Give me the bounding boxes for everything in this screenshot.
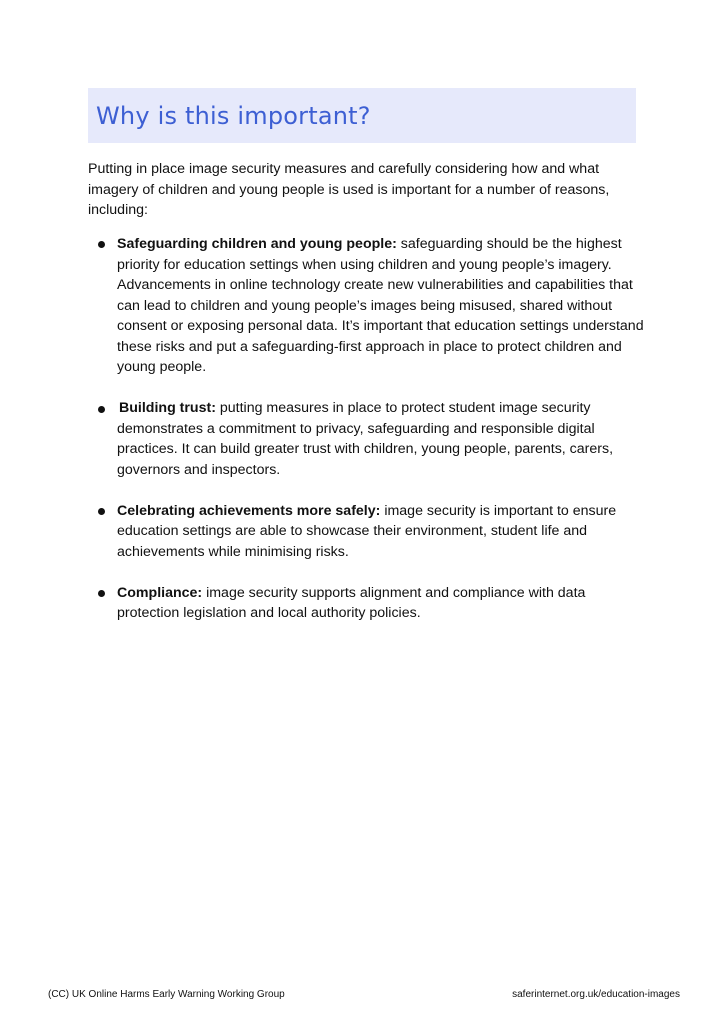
bullet-title: Building trust: bbox=[119, 400, 216, 416]
section-heading-box bbox=[88, 88, 636, 143]
bullet-text: safeguarding should be the highest priority for education settings when using children and young people’s imagery. Advancements in online technology create new vulnerabilities and capabilities that can lead to children and young people’s images being misused, shared without consent or exposing personal data. It’s important that education settings understand these risks and put a safeguarding-first approach in place to protect children and young people. bbox=[117, 236, 644, 375]
page-title: Why is this important? bbox=[96, 101, 371, 130]
bullet-title: Celebrating achievements more safely: bbox=[117, 502, 381, 519]
list-item-safeguarding bbox=[98, 234, 646, 378]
intro-paragraph: Putting in place image security measures and carefully considering how and what imagery of children and young people is used is important for a number of reasons, including: bbox=[88, 161, 610, 218]
bullet-title: Safeguarding children and young people: bbox=[117, 236, 397, 252]
bullet-text: putting measures in place to protect student image security demonstrates a commitment to privacy, safeguarding and responsible digital practices. It can build greater trust with children, young people, parents, carers, governors and inspectors. bbox=[117, 400, 614, 478]
bullet-icon bbox=[98, 508, 105, 515]
bullet-icon bbox=[98, 241, 105, 248]
bullet-text: image security supports alignment and compliance with data protection legislation and local authority policies. bbox=[117, 584, 586, 621]
bullet-text: image security is important to ensure education settings are able to showcase their environment, student life and achievements while minimising risks. bbox=[117, 502, 617, 560]
bullet-icon bbox=[98, 590, 105, 597]
footer-credit: (CC) UK Online Harms Early Warning Working Group bbox=[48, 989, 285, 1000]
bullet-icon bbox=[98, 406, 105, 413]
list-item-building-trust bbox=[98, 398, 646, 480]
bullet-title: Compliance: bbox=[117, 584, 203, 601]
list-item-compliance bbox=[98, 583, 646, 624]
footer-url: saferinternet.org.uk/education-images bbox=[512, 989, 680, 1000]
list-item-celebrating-achievements bbox=[98, 501, 646, 563]
reasons-list bbox=[98, 234, 646, 644]
